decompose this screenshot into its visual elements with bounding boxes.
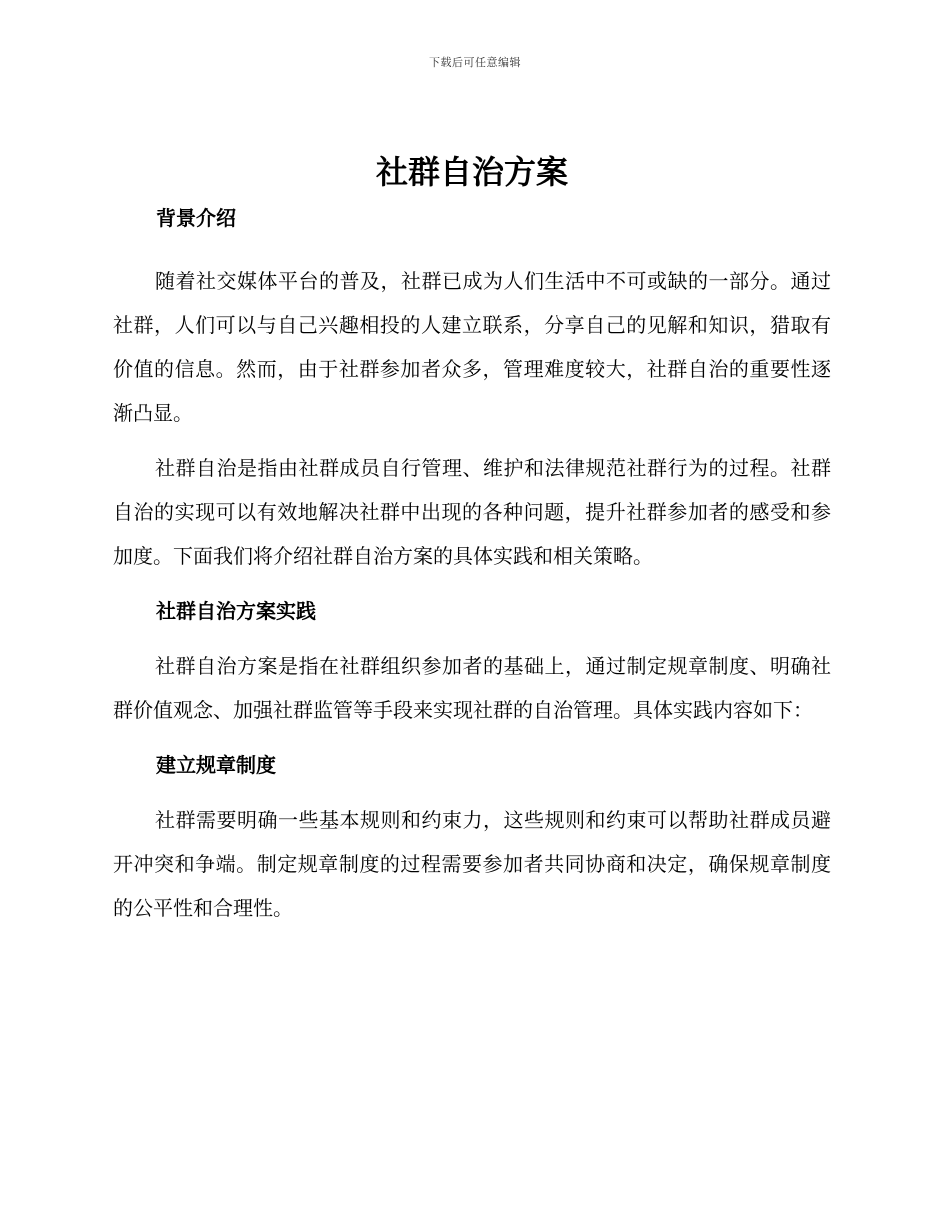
- paragraph: 随着社交媒体平台的普及，社群已成为人们生活中不可或缺的一部分。通过社群，人们可以与自己兴趣相投的人建立联系，分享自己的见解和知识，猎取有价值的信息。然而，由于社群参加者众多，管理难度较大，社群自治的重要性逐渐凸显。: [113, 269, 831, 425]
- paragraph: 社群自治方案是指在社群组织参加者的基础上，通过制定规章制度、明确社群价值观念、加强社群监管等手段来实现社群的自治管理。具体实践内容如下：: [113, 654, 831, 722]
- document-title: 社群自治方案: [375, 153, 568, 191]
- section-heading-practice: 社群自治方案实践: [156, 599, 316, 623]
- document-body: [113, 150, 831, 930]
- section-heading-rules: 建立规章制度: [156, 753, 276, 777]
- paragraph: 社群需要明确一些基本规则和约束力，这些规则和约束可以帮助社群成员避开冲突和争端。制定规章制度的过程需要参加者共同协商和决定，确保规章制度的公平性和合理性。: [113, 808, 831, 920]
- paragraph: 社群自治是指由社群成员自行管理、维护和法律规范社群行为的过程。社群自治的实现可以有效地解决社群中出现的各种问题，提升社群参加者的感受和参加度。下面我们将介绍社群自治方案的具体实践和相关策略。: [113, 456, 831, 568]
- header-note: 下载后可任意编辑: [429, 56, 521, 69]
- section-heading-background: 背景介绍: [156, 206, 236, 230]
